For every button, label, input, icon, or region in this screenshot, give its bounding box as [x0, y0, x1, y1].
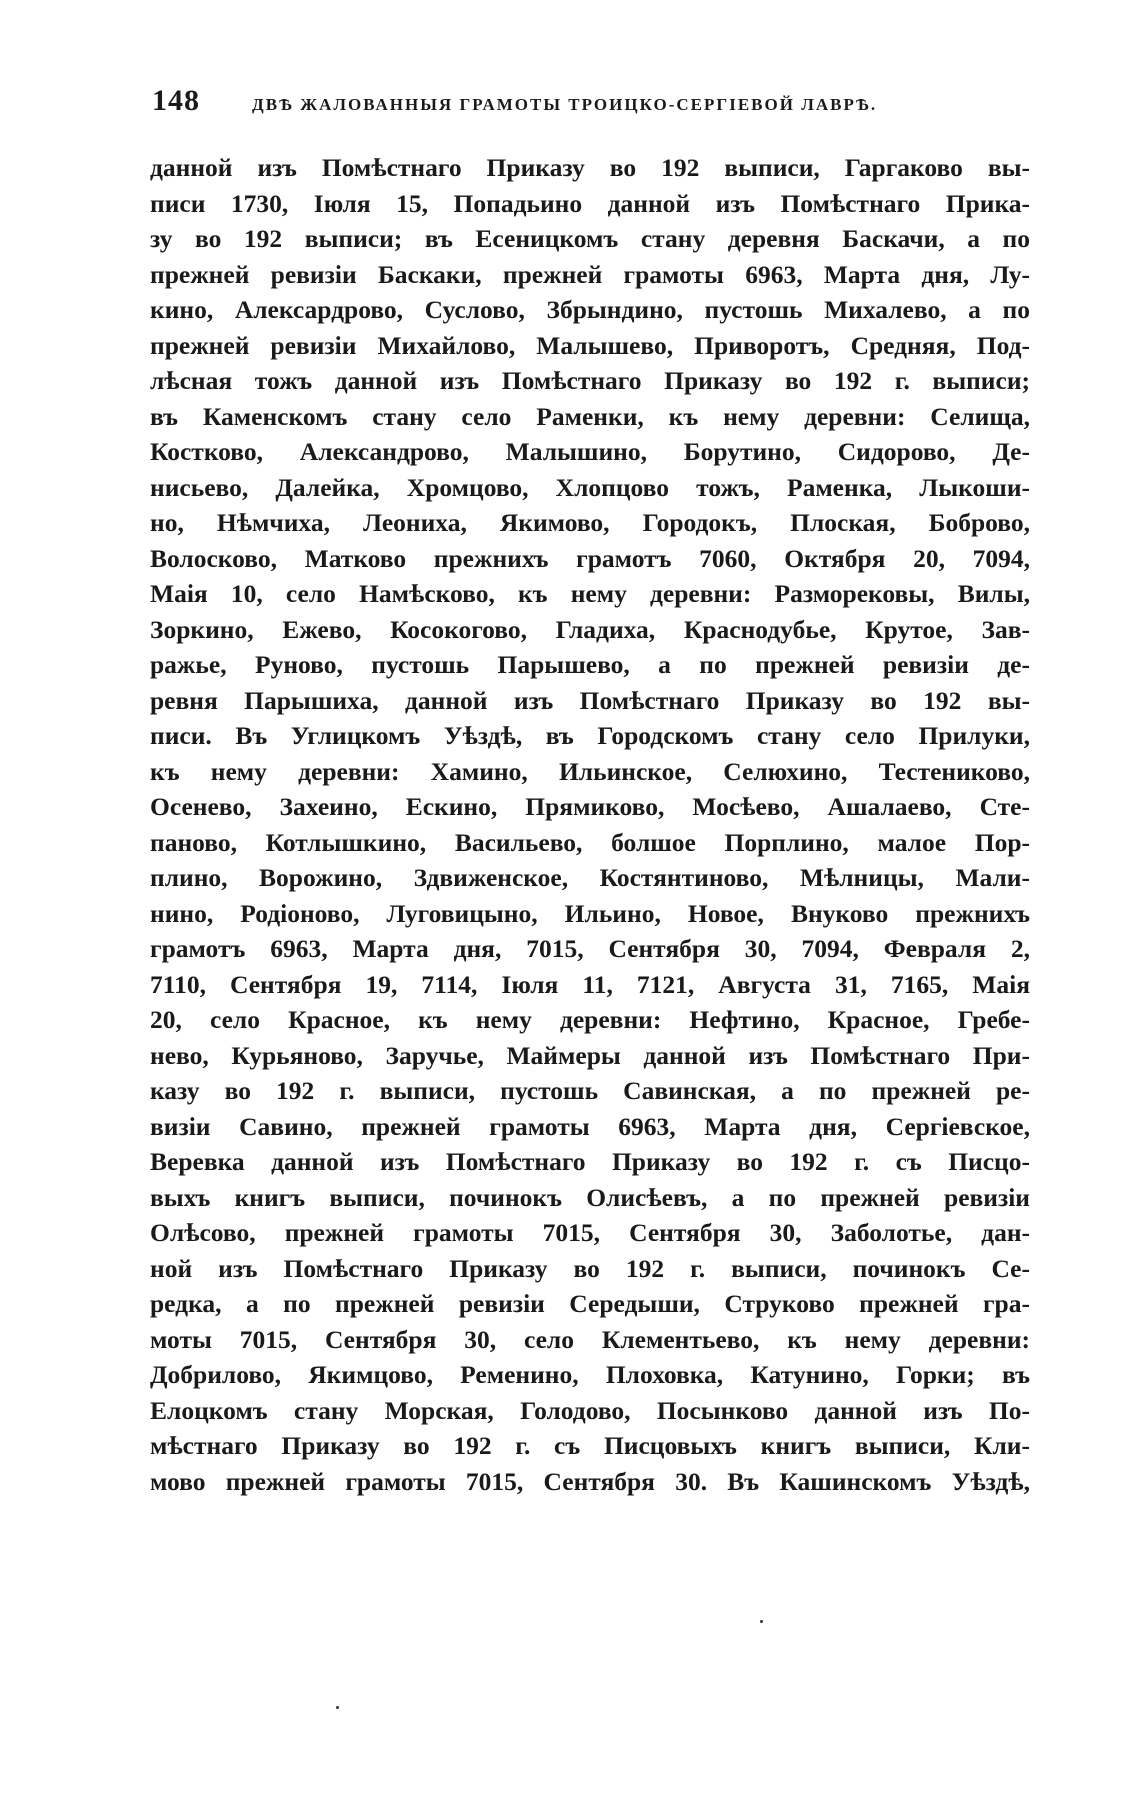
text-line: 20, село Красное, къ нему деревни: Нефтино, Красное, Гребе-: [150, 1005, 1030, 1034]
text-line: нево, Курьяново, Заручье, Маймеры данной изъ Помѣстнаго При-: [150, 1040, 1030, 1070]
text-line: нисьево, Далейка, Хромцово, Хлопцово тожъ, Раменка, Лыкоши-: [150, 472, 1030, 502]
print-speck: [760, 1620, 763, 1623]
text-line: Осенево, Захеино, Ескино, Прямиково, Мосѣево, Ашалаево, Сте-: [150, 792, 1030, 821]
text-line: данной изъ Помѣстнаго Приказу во 192 выписи, Гаргаково вы-: [150, 153, 1030, 182]
text-line: паново, Котлышкино, Васильево, болшое Порплино, малое Пор-: [150, 827, 1030, 857]
text-line: плино, Ворожино, Здвиженское, Костянтиново, Мѣлницы, Мали-: [150, 863, 1030, 892]
text-line: Добрилово, Якимцово, Ременино, Плоховка, Катунино, Горки; въ: [150, 1360, 1030, 1389]
text-line: Костково, Александрово, Малышино, Борутино, Сидорово, Де-: [150, 437, 1030, 466]
text-line: прежней ревизіи Баскаки, прежней грамоты 6963, Марта дня, Лу-: [150, 259, 1030, 289]
text-line: нино, Родіоново, Луговицыно, Ильино, Новое, Внуково прежнихъ: [150, 898, 1030, 928]
text-line: Зоркино, Ежево, Косокогово, Гладиха, Краснодубье, Крутое, Зав-: [150, 614, 1030, 644]
print-speck: [336, 1706, 339, 1709]
text-line: ной изъ Помѣстнаго Приказу во 192 г. выписи, починокъ Се-: [150, 1253, 1030, 1283]
text-line: писи. Въ Углицкомъ Уѣздѣ, въ Городскомъ стану село Прилуки,: [150, 721, 1030, 750]
text-line: выхъ книгъ выписи, починокъ Олисѣевъ, а по прежней ревизіи: [150, 1182, 1030, 1212]
body-text: [150, 150, 1030, 1499]
text-line: ражье, Руново, пустошь Парышево, а по прежней ревизіи де-: [150, 650, 1030, 679]
text-line: редка, а по прежней ревизіи Середыши, Струково прежней гра-: [150, 1289, 1030, 1318]
text-line: зу во 192 выписи; въ Есеницкомъ стану деревня Баскачи, а по: [150, 224, 1030, 253]
page-header: [152, 84, 1032, 124]
running-title: ДВѢ ЖАЛОВАННЫЯ ГРАМОТЫ ТРОИЦКО-СЕРГІЕВОЙ ЛАВРѢ.: [252, 95, 878, 114]
text-line: прежней ревизіи Михайлово, Малышево, Приворотъ, Средняя, Под-: [150, 330, 1030, 360]
text-line: мѣстнаго Приказу во 192 г. съ Писцовыхъ книгъ выписи, Кли-: [150, 1431, 1030, 1460]
text-line: къ нему деревни: Хамино, Ильинское, Селюхино, Тестениково,: [150, 756, 1030, 786]
text-line: Веревка данной изъ Помѣстнаго Приказу во 192 г. съ Писцо-: [150, 1147, 1030, 1176]
text-line: мово прежней грамоты 7015, Сентября 30. Въ Кашинскомъ Уѣздѣ,: [150, 1466, 1030, 1496]
text-line: Маія 10, село Намѣсково, къ нему деревни: Разморековы, Вилы,: [150, 579, 1030, 608]
text-line: 7110, Сентября 19, 7114, Іюля 11, 7121, Августа 31, 7165, Маія: [150, 969, 1030, 999]
text-line: Волосково, Матково прежнихъ грамотъ 7060, Октября 20, 7094,: [150, 543, 1030, 573]
text-line: Елоцкомъ стану Морская, Голодово, Посынково данной изъ По-: [150, 1395, 1030, 1425]
text-line: визіи Савино, прежней грамоты 6963, Марта дня, Сергіевское,: [150, 1111, 1030, 1141]
text-line: но, Нѣмчиха, Леониха, Якимово, Городокъ, Плоская, Боброво,: [150, 508, 1030, 537]
text-line: лѣсная тожъ данной изъ Помѣстнаго Приказу во 192 г. выписи;: [150, 366, 1030, 395]
text-line: Олѣсово, прежней грамоты 7015, Сентября 30, Заболотье, дан-: [150, 1218, 1030, 1247]
text-line: грамотъ 6963, Марта дня, 7015, Сентября 30, 7094, Февраля 2,: [150, 934, 1030, 963]
text-line: моты 7015, Сентября 30, село Клементьево, къ нему деревни:: [150, 1324, 1030, 1354]
text-line: кино, Алексардрово, Суслово, Збрындино, пустошь Михалево, а по: [150, 295, 1030, 324]
text-line: писи 1730, Іюля 15, Попадьино данной изъ Помѣстнаго Прика-: [150, 188, 1030, 218]
text-line: казу во 192 г. выписи, пустошь Савинская, а по прежней ре-: [150, 1076, 1030, 1105]
page-number: 148: [152, 84, 200, 117]
text-line: ревня Парышиха, данной изъ Помѣстнаго Приказу во 192 вы-: [150, 685, 1030, 715]
text-line: въ Каменскомъ стану село Раменки, къ нему деревни: Селища,: [150, 401, 1030, 431]
